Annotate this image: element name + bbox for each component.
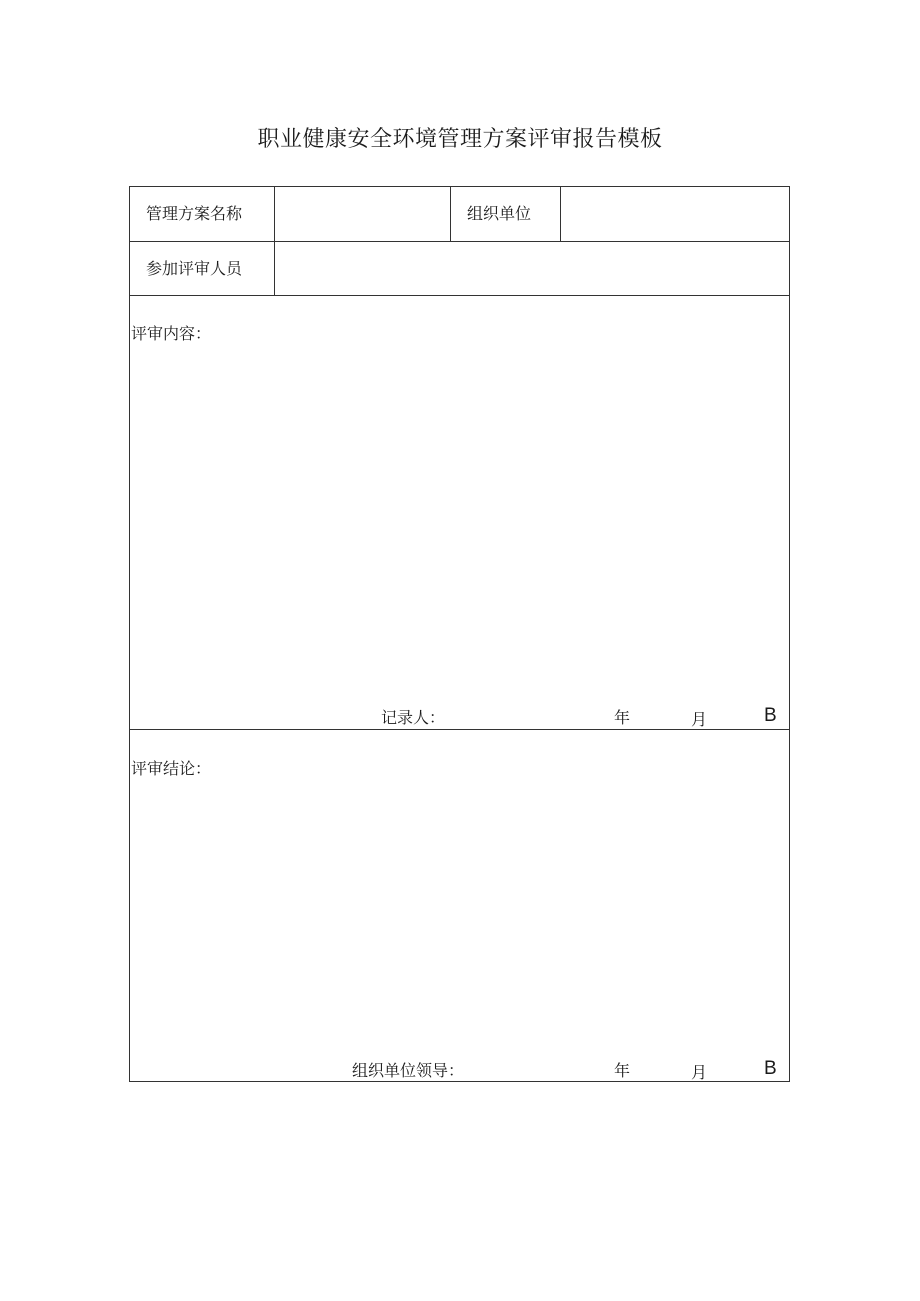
review-conclusion-label: 评审结论： [131,759,212,778]
review-content-area[interactable] [130,347,789,702]
document-title: 职业健康安全环境管理方案评审报告模板 [257,127,663,152]
review-conclusion-area[interactable] [130,783,789,1048]
org-unit-field[interactable] [561,187,789,241]
org-unit-label: 组织单位 [467,204,532,223]
conclusion-day-label: B [764,1058,777,1079]
participants-field[interactable] [275,242,789,295]
org-leader-label: 组织单位领导： [352,1061,465,1080]
content-day-label: B [764,705,777,726]
recorder-label: 记录人： [381,708,446,727]
plan-name-field[interactable] [275,187,450,241]
review-content-label: 评审内容： [131,324,212,343]
content-year-label: 年 [614,708,631,727]
content-month-label: 月 [691,710,708,729]
plan-name-label: 管理方案名称 [146,204,243,223]
conclusion-year-label: 年 [614,1061,631,1080]
review-form [129,186,790,1082]
participants-label: 参加评审人员 [146,259,243,278]
column-divider-mid [450,187,451,241]
row-divider-2 [130,295,789,296]
conclusion-month-label: 月 [691,1063,708,1082]
